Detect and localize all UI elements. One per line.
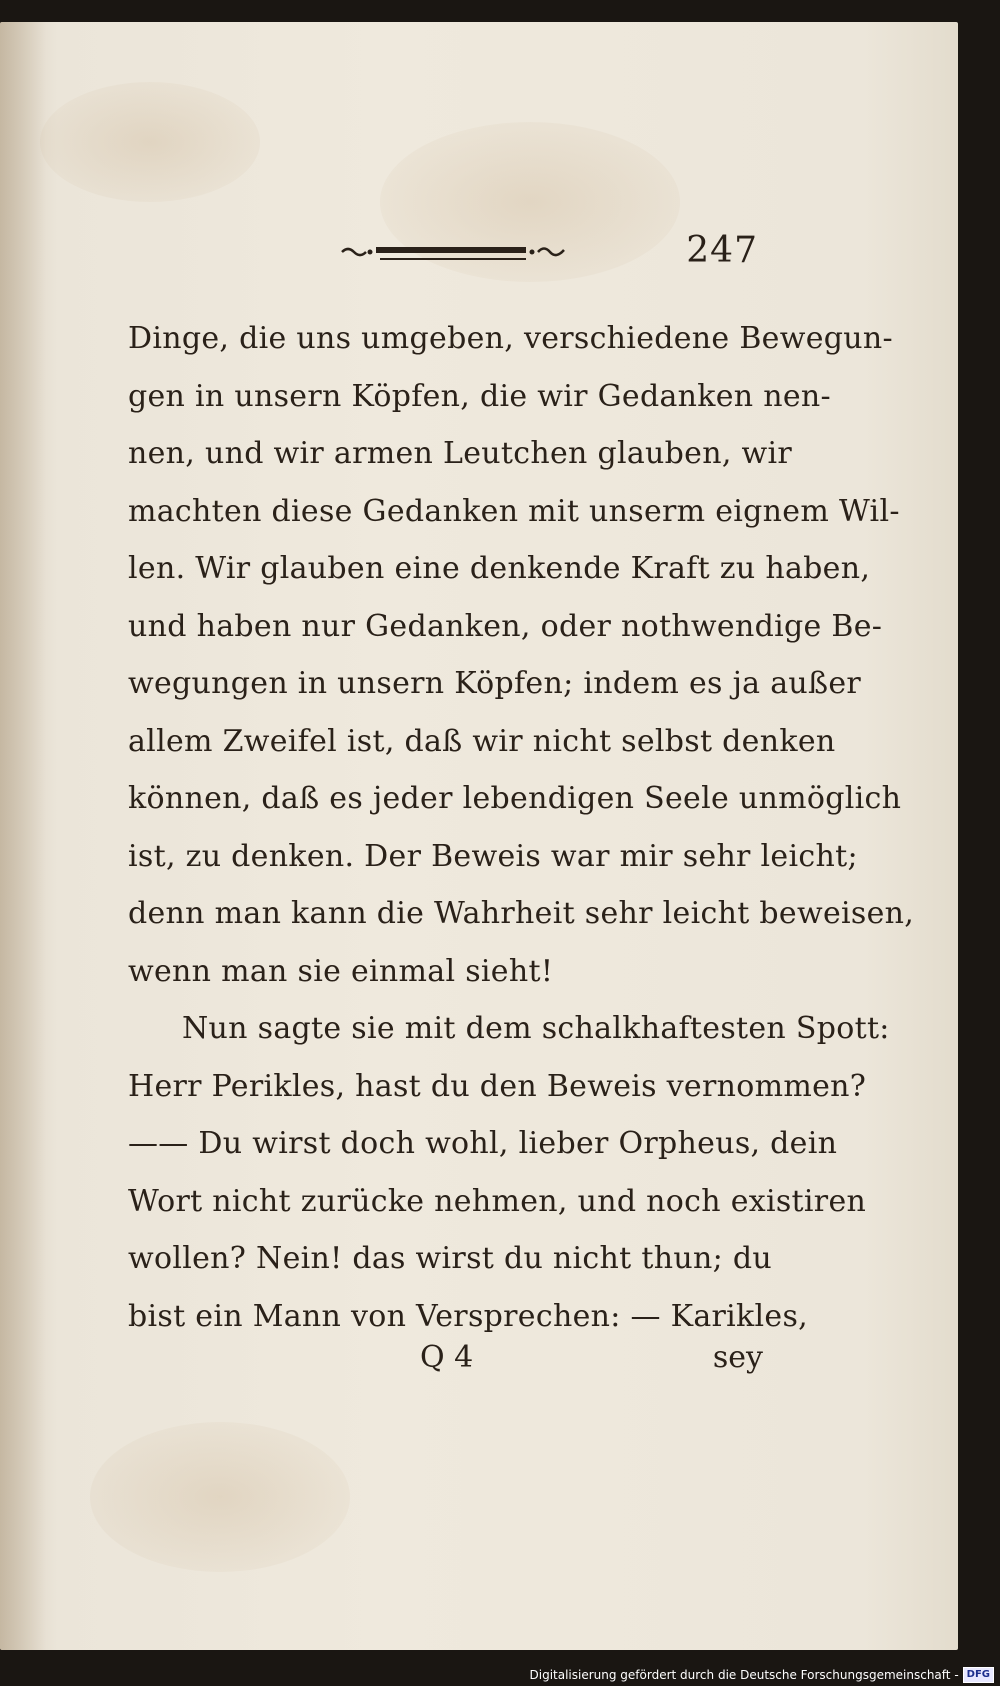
text-line: denn man kann die Wahrheit sehr leicht beweisen, — [128, 896, 915, 931]
text-line: Wort nicht zurücke nehmen, und noch existiren — [128, 1183, 867, 1219]
credit-text: Digitalisierung gefördert durch die Deutsche Forschungsgemeinschaft - — [529, 1668, 959, 1682]
paper-stain — [90, 1422, 350, 1572]
page-header — [120, 212, 770, 282]
text-line: Nun sagte sie mit dem schalkhaftesten Spott: — [182, 1011, 890, 1046]
digitization-credit — [530, 1667, 995, 1683]
text-line: bist ein Mann von Versprechen: — Karikles, — [128, 1298, 809, 1334]
text-line: wollen? Nein! das wirst du nicht thun; du — [128, 1241, 772, 1276]
catchword: sey — [712, 1340, 763, 1375]
text-line: und haben nur Gedanken, oder nothwendige Be- — [128, 608, 883, 644]
header-ornament-icon — [340, 238, 570, 268]
book-page — [0, 22, 958, 1650]
text-line: wegungen in unsern Köpfen; indem es ja außer — [128, 666, 862, 701]
text-line: Herr Perikles, hast du den Beweis vernommen? — [128, 1068, 867, 1104]
text-line: wenn man sie einmal sieht! — [128, 953, 554, 989]
text-line: gen in unsern Köpfen, die wir Gedanken nen- — [128, 378, 831, 414]
body-text — [128, 310, 915, 1345]
dfg-logo: DFG — [963, 1667, 994, 1683]
paper-stain — [40, 82, 260, 202]
page-number: 247 — [686, 230, 758, 271]
text-line: Dinge, die uns umgeben, verschiedene Bewegun- — [128, 321, 893, 356]
text-line: können, daß es jeder lebendigen Seele unmöglich — [128, 781, 902, 816]
text-line: nen, und wir armen Leutchen glauben, wir — [128, 436, 793, 471]
text-line: allem Zweifel ist, daß wir nicht selbst denken — [128, 723, 836, 759]
text-line: ist, zu denken. Der Beweis war mir sehr leicht; — [128, 838, 858, 874]
page-footer — [128, 1340, 763, 1390]
text-line: —— Du wirst doch wohl, lieber Orpheus, dein — [128, 1126, 838, 1161]
signature-mark: Q 4 — [420, 1340, 474, 1375]
text-line: len. Wir glauben eine denkende Kraft zu haben, — [128, 551, 871, 586]
text-line: machten diese Gedanken mit unserm eignem Wil- — [128, 493, 900, 529]
